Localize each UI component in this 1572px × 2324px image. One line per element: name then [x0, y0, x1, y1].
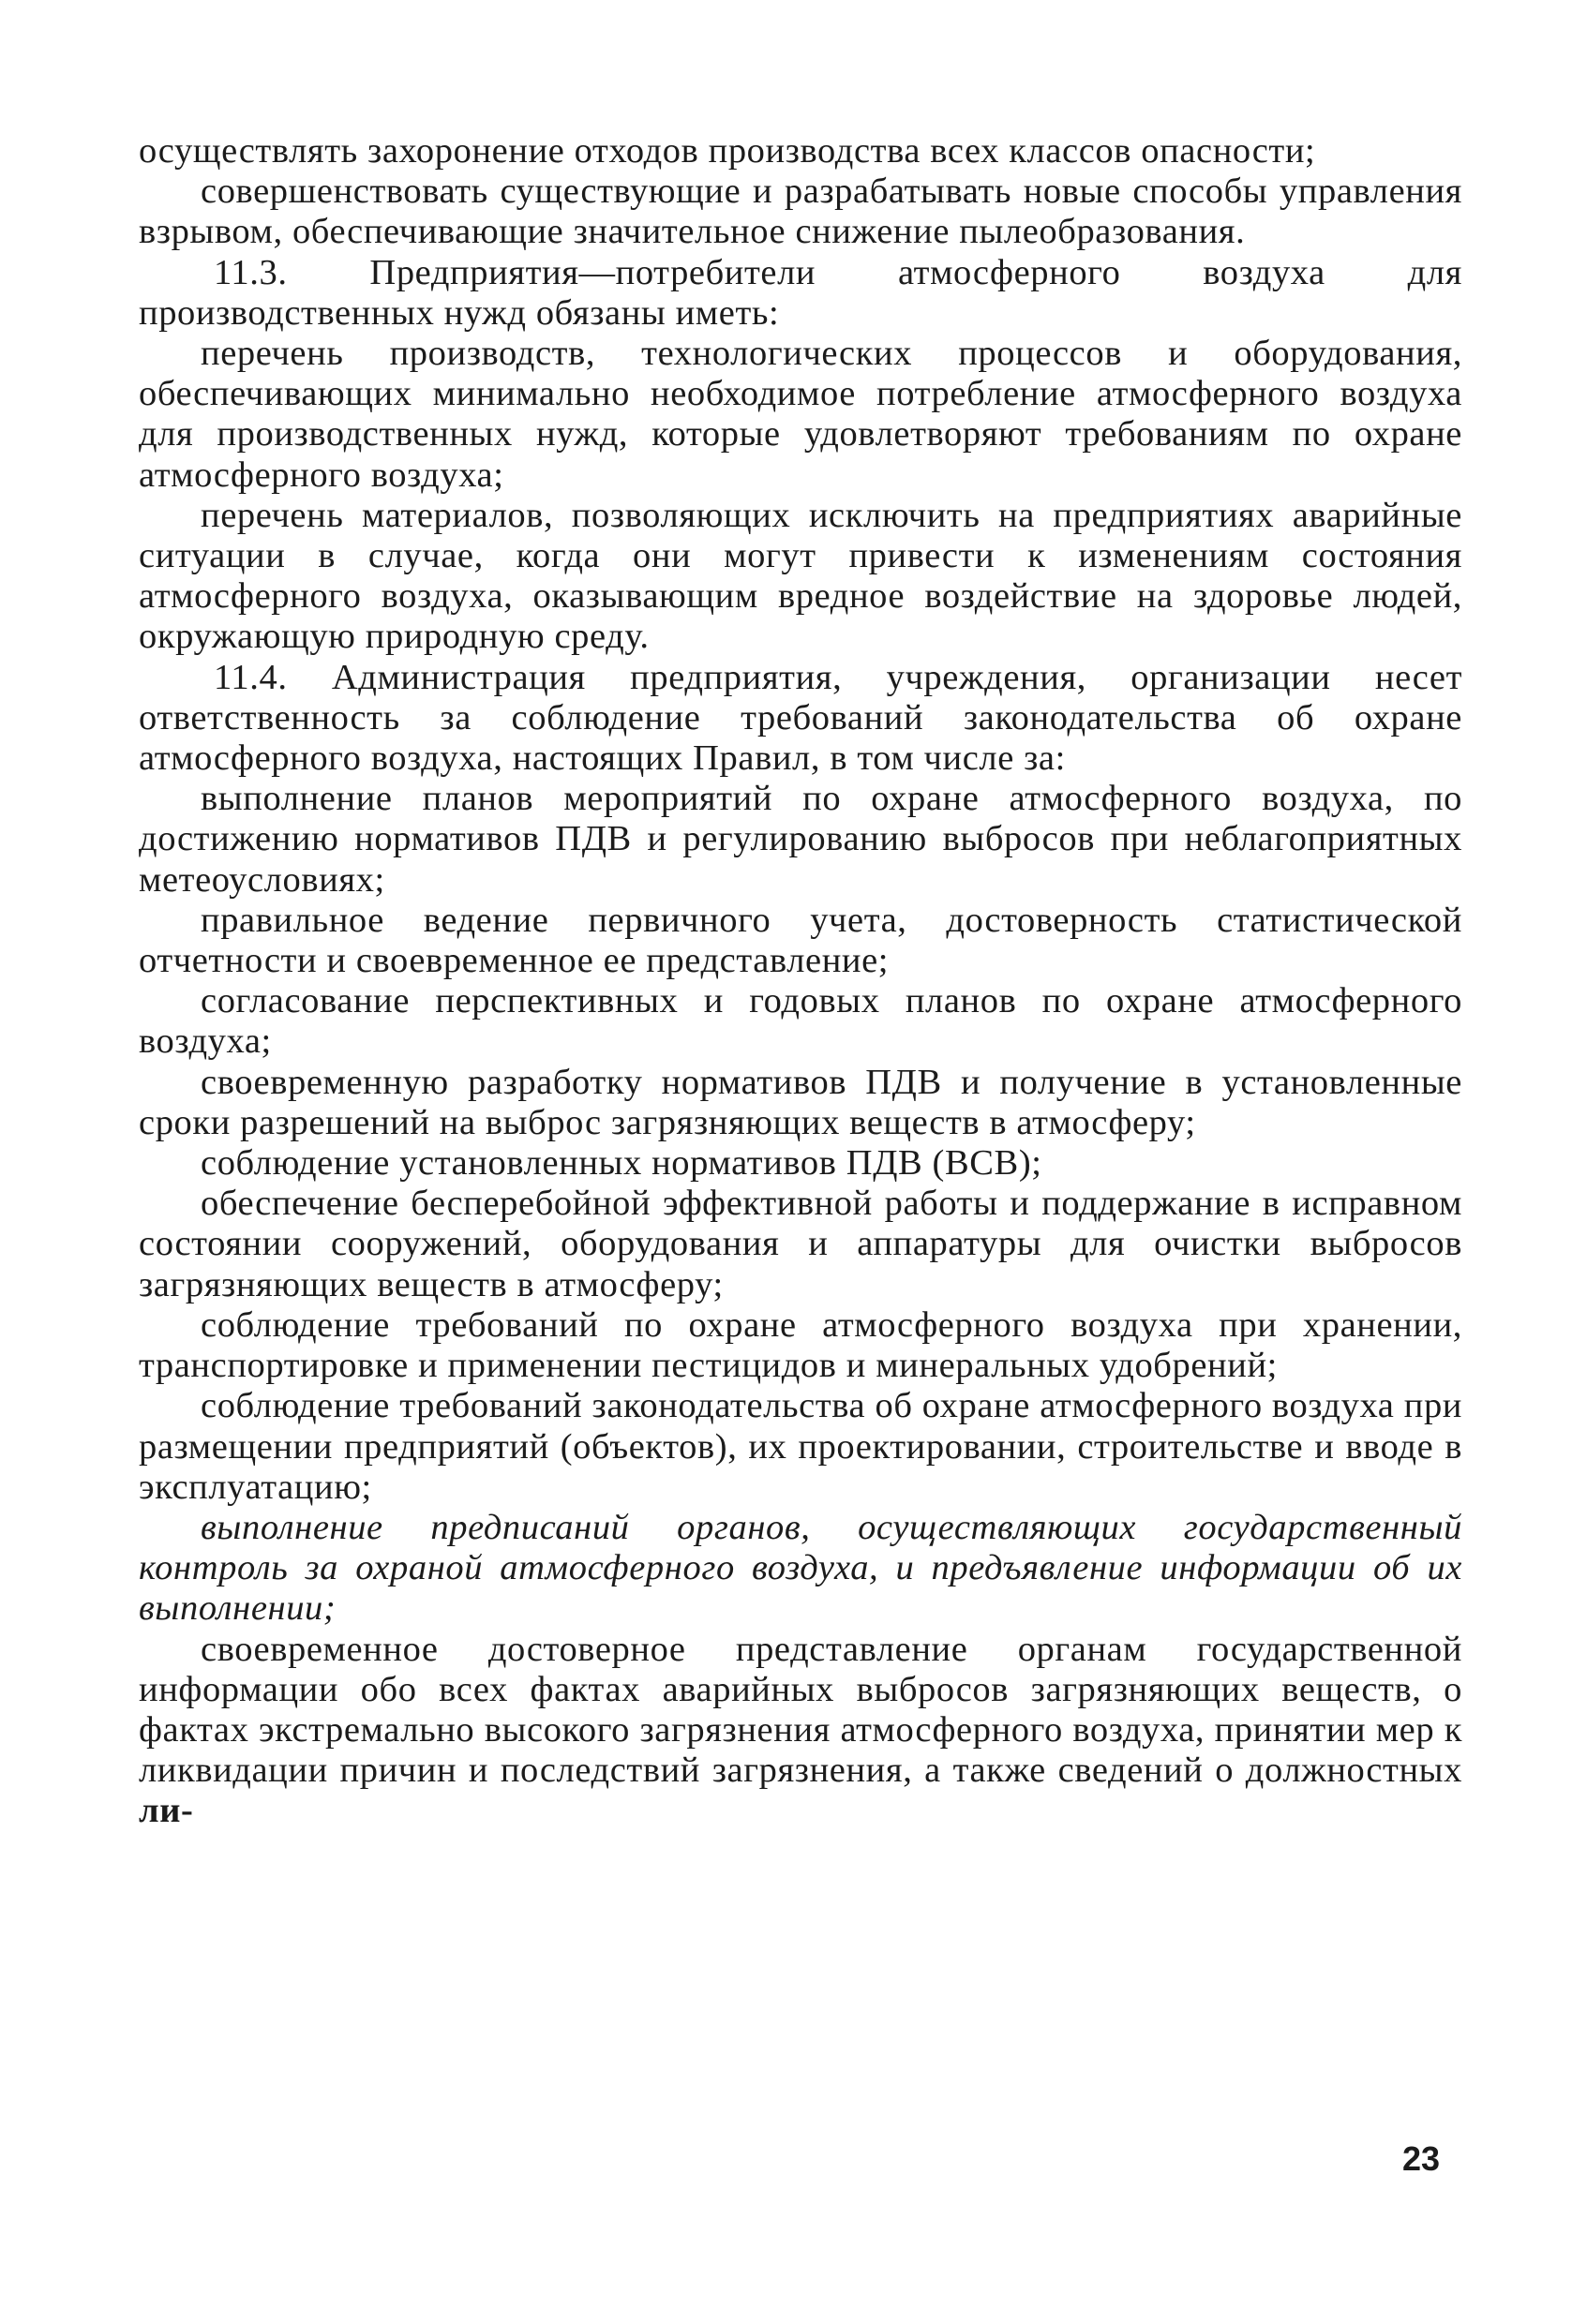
paragraph: выполнение планов мероприятий по охране атмосферного воздуха, по достижению нормативов ПДВ и регулированию выбросов при неблагоприятных метеоусловиях;: [139, 779, 1462, 900]
paragraph: перечень материалов, позволяющих исключить на предприятиях аварийные ситуации в случае, когда они могут привести к изменениям состояния атмосферного воздуха, оказывающим вредное воздействие на здоровье людей, окружающую природную среду.: [139, 495, 1462, 657]
hyphenated-word-fragment: ли-: [139, 1791, 194, 1831]
section-heading-11-4: 11.4. Администрация предприятия, учреждения, организации несет ответственность за соблюдение требований законодательства об охране атмосферного воздуха, настоящих Правил, в том числе за:: [139, 657, 1462, 779]
paragraph-last: [139, 1630, 1462, 1832]
paragraph: обеспечение бесперебойной эффективной работы и поддержание в исправном состоянии сооружений, оборудования и аппаратуры для очистки выбросов загрязняющих веществ в атмосферу;: [139, 1184, 1462, 1304]
paragraph: правильное ведение первичного учета, достоверность статистической отчетности и своевременное ее представление;: [139, 900, 1462, 981]
paragraph: выполнение предписаний органов, осуществляющих государственный контроль за охраной атмосферного воздуха, и предъявление информации об их выполнении;: [139, 1507, 1462, 1629]
paragraph: согласование перспективных и годовых планов по охране атмосферного воздуха;: [139, 981, 1462, 1062]
section-heading-11-3: 11.3. Предприятия—потребители атмосферного воздуха для производственных нужд обязаны иметь:: [139, 252, 1462, 333]
paragraph: своевременную разработку нормативов ПДВ и получение в установленные сроки разрешений на выброс загрязняющих веществ в атмосферу;: [139, 1062, 1462, 1142]
page-number: 23: [1402, 2139, 1441, 2178]
paragraph: соблюдение требований по охране атмосферного воздуха при хранении, транспортировке и применении пестицидов и минеральных удобрений;: [139, 1304, 1462, 1386]
page-body: [139, 131, 1462, 1832]
paragraph: совершенствовать существующие и разрабатывать новые способы управления взрывом, обеспечивающие значительное снижение пылеобразования.: [139, 171, 1462, 252]
paragraph: соблюдение установленных нормативов ПДВ (ВСВ);: [201, 1143, 1042, 1184]
paragraph: перечень производств, технологических процессов и оборудования, обеспечивающих минимально необходимое потребление атмосферного воздуха для производственных нужд, которые удовлетворяют требованиям по охране атмосферного воздуха;: [139, 334, 1462, 495]
paragraph: осуществлять захоронение отходов производства всех классов опасности;: [139, 131, 1316, 171]
paragraph: соблюдение требований законодательства об охране атмосферного воздуха при размещении предприятий (объектов), их проектировании, строительстве и вводе в эксплуатацию;: [139, 1386, 1462, 1507]
paragraph-last-text: своевременное достоверное представление органам государственной информации обо всех фактах аварийных выбросов загрязняющих веществ, о фактах экстремально высокого загрязнения атмосферного воздуха, принятии мер к ликвидации причин и последствий загрязнения, а также сведений о должностных: [139, 1629, 1462, 1791]
